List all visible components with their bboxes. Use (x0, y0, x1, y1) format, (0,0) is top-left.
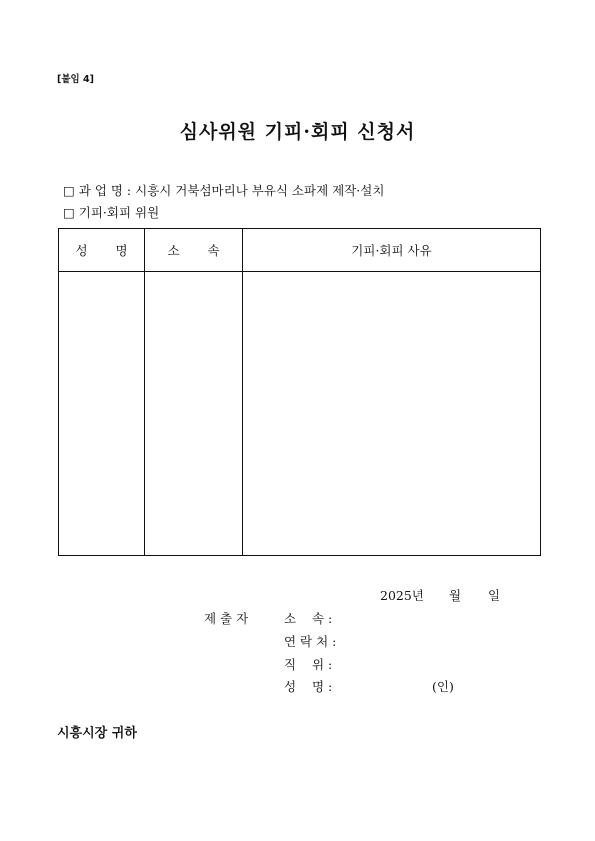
name-label: 성 명 : (284, 679, 333, 694)
submitter-label: 제 출 자 (204, 611, 249, 626)
header-reason: 기피·회피 사유 (243, 229, 541, 272)
document-title: 심사위원 기피·회피 신청서 (179, 121, 416, 143)
project-name-line: □ 과 업 명 : 시흥시 거북섬마리나 부유식 소파제 제작·설치 (63, 183, 385, 198)
application-table (58, 228, 541, 556)
seal-mark: (인) (432, 679, 454, 694)
affiliation-label: 소 속 : (284, 611, 333, 626)
reason-cell[interactable] (243, 272, 541, 556)
attachment-label: [붙임 4] (57, 74, 94, 85)
date-year: 2025년 (380, 588, 424, 603)
position-label: 직 위 : (284, 657, 333, 672)
date-day: 일 (488, 588, 501, 603)
date-month: 월 (449, 588, 462, 603)
header-name: 성 명 (59, 229, 145, 272)
contact-label: 연 락 처 : (284, 634, 337, 649)
affiliation-cell[interactable] (145, 272, 243, 556)
addressee: 시흥시장 귀하 (57, 726, 137, 741)
header-affiliation: 소 속 (145, 229, 243, 272)
name-cell[interactable] (59, 272, 145, 556)
table-row (59, 272, 541, 556)
member-line: □ 기피·회피 위원 (63, 205, 160, 220)
table-header-row (59, 229, 541, 272)
